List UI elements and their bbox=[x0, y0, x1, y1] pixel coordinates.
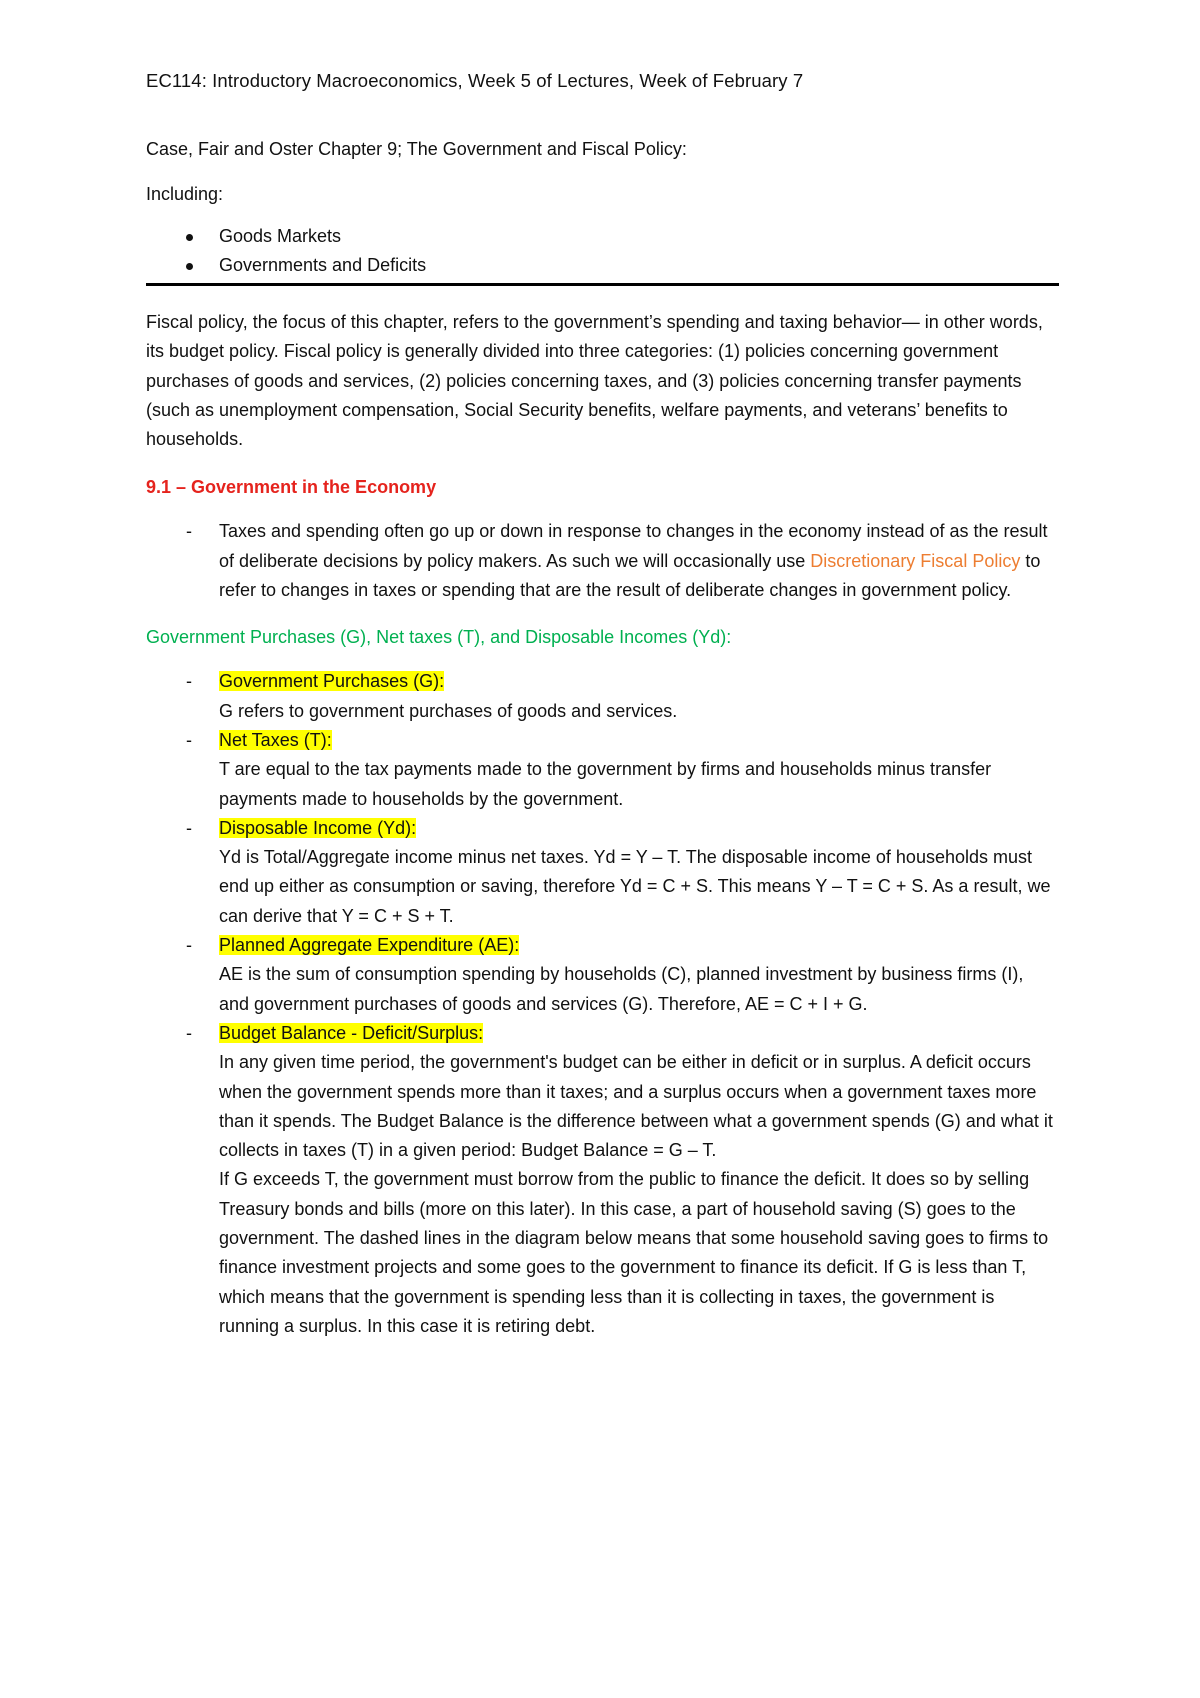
document-header: EC114: Introductory Macroeconomics, Week 5 of Lectures, Week of February 7 bbox=[146, 70, 804, 91]
including-label: Including: bbox=[146, 184, 224, 204]
dash-marker: - bbox=[186, 521, 192, 542]
definition-term: Disposable Income (Yd): bbox=[219, 817, 417, 838]
dash-marker: - bbox=[186, 935, 192, 956]
definitions-heading: Government Purchases (G), Net taxes (T), and Disposable Incomes (Yd): bbox=[146, 627, 732, 648]
section-heading-9-1: 9.1 – Government in the Economy bbox=[146, 477, 437, 498]
definition-item-net-taxes bbox=[146, 726, 1058, 814]
topic-label: Goods Markets bbox=[219, 226, 342, 246]
definition-term: Net Taxes (T): bbox=[219, 729, 332, 750]
topic-list bbox=[146, 222, 1058, 280]
point-text-before: Taxes and spending often go up or down in response to changes in the economy instead of as the result of deliberate decisions by policy makers. As such we will occasionally use bbox=[219, 521, 1048, 571]
chapter-title: Case, Fair and Oster Chapter 9; The Government and Fiscal Policy: bbox=[146, 139, 687, 159]
section-9-1-points bbox=[146, 517, 1058, 605]
definition-body: AE is the sum of consumption spending by households (C), planned investment by business firms (I), and government purchases of goods and services (G). Therefore, AE = C + I + G. bbox=[219, 964, 1024, 1014]
definition-item-planned-aggregate-expenditure bbox=[146, 931, 1058, 1019]
point-text-after: to refer to changes in taxes or spending that are the result of deliberate changes in government policy. bbox=[219, 550, 1041, 601]
definition-body: T are equal to the tax payments made to the government by firms and households minus transfer payments made to households by the government. bbox=[219, 759, 992, 809]
definition-item-disposable-income bbox=[146, 814, 1058, 931]
bullet-icon bbox=[186, 234, 193, 241]
definitions-list bbox=[146, 667, 1058, 1341]
definition-body: G refers to government purchases of goods and services. bbox=[219, 700, 678, 721]
dash-marker: - bbox=[186, 671, 192, 692]
section-divider bbox=[146, 283, 1059, 286]
document-page bbox=[146, 68, 1058, 1341]
definition-body: Yd is Total/Aggregate income minus net taxes. Yd = Y – T. The disposable income of households must end up either as consumption or saving, therefore Yd = C + S. This means Y – T = C + S. As a result, we can derive that Y = C + S + T. bbox=[219, 847, 1051, 926]
list-item bbox=[146, 517, 1058, 605]
topic-item bbox=[146, 251, 1058, 280]
dash-marker: - bbox=[186, 1022, 192, 1043]
topic-item bbox=[146, 222, 1058, 251]
definition-body: In any given time period, the government's budget can be either in deficit or in surplus. A deficit occurs when the government spends more than it taxes; and a surplus occurs when a government taxes more than it spends. The Budget Balance is the difference between what a government spends (G) and what it collects in taxes (T) in a given period: Budget Balance = G – T. bbox=[219, 1052, 1053, 1161]
dash-marker: - bbox=[186, 729, 192, 750]
definition-term: Planned Aggregate Expenditure (AE): bbox=[219, 935, 520, 956]
definition-term: Budget Balance - Deficit/Surplus: bbox=[219, 1022, 484, 1043]
topic-label: Governments and Deficits bbox=[219, 255, 427, 275]
bullet-icon bbox=[186, 263, 193, 270]
definition-item-government-purchases bbox=[146, 667, 1058, 726]
dash-marker: - bbox=[186, 817, 192, 838]
key-term-discretionary-fiscal-policy: Discretionary Fiscal Policy bbox=[810, 550, 1021, 571]
definition-term: Government Purchases (G): bbox=[219, 671, 445, 692]
intro-paragraph: Fiscal policy, the focus of this chapter, refers to the government’s spending and taxing behavior— in other words, its budget policy. Fiscal policy is generally divided into three categories: (1) policies concerning government purchases of goods and services, (2) policies concerning taxes, and (3) policies concerning transfer payments (such as unemployment compensation, Social Security benefits, welfare payments, and veterans’ benefits to households. bbox=[146, 312, 1043, 450]
definition-body-continued: If G exceeds T, the government must borrow from the public to finance the deficit. It does so by selling Treasury bonds and bills (more on this later). In this case, a part of household saving (S) goes to the government. The dashed lines in the diagram below means that some household saving goes to firms to finance investment projects and some goes to the government to finance its deficit. If G is less than T, which means that the government is spending less than it is collecting in taxes, the government is running a surplus. In this case it is retiring debt. bbox=[219, 1169, 1049, 1336]
definition-item-budget-balance bbox=[146, 1019, 1058, 1341]
